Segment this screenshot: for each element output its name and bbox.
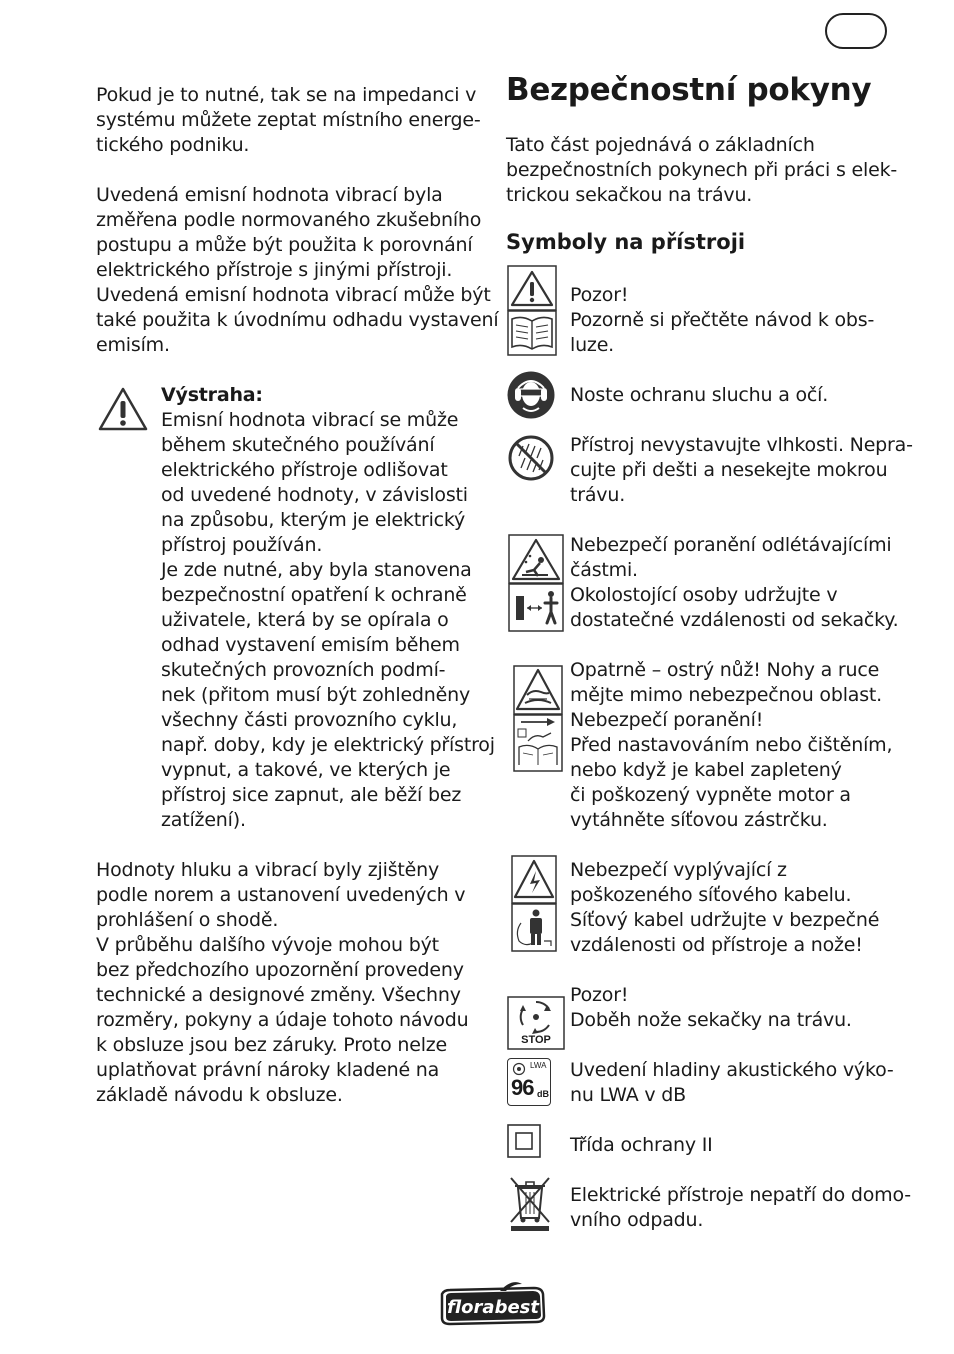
warning-body: Emisní hodnota vibrací se může během skutečného používání elektrického přístroje odlišovat od uvedené hodnoty, v závislosti na způsobu, kterým je elektrický přístroj používán. Je zde nutné, aby byla stanovena bezpečnostní opatření k ochraně uživatele, která by se opírala o odhad vystavení emisím během skutečných provozních podmí- nek (přitom musí být zohledněny všechny části provozního cyklu, např. doby, kdy je elektrický přístroj vypnut, a takové, ve kterých je přístroj sice zapnut, ale běží bez zatížení). xyxy=(161,409,495,831)
stop-label: STOP xyxy=(521,1034,551,1046)
symbol-text-rundown: Pozor! Doběh nože sekačky na trávu. xyxy=(570,984,852,1031)
warning-read-manual-icon xyxy=(507,265,557,357)
section-subtitle: Symboly na přístroji xyxy=(506,230,746,254)
protection-class-ii-icon xyxy=(507,1124,541,1158)
language-badge xyxy=(825,13,887,49)
intro-paragraph: Tato část pojednává o základních bezpečnostních pokynech při práci s elek- trickou sekačkou na trávu. xyxy=(506,134,898,206)
sound-power-icon xyxy=(507,1058,551,1106)
warning-triangle-icon xyxy=(97,386,149,432)
page-title: Bezpečnostní pokyny xyxy=(506,72,872,108)
symbol-text-flying-objects: Nebezpečí poranění odlétávajícími částmi. Okolostojící osoby udržujte v dostatečné vzdálenosti od sekačky. xyxy=(570,534,899,631)
symbol-text-sharp-blade: Opatrně – ostrý nůž! Nohy a ruce mějte mimo nebezpečnou oblast. Nebezpečí poranění! Před nastavováním nebo čištěním, nebo když je kabel zapletený či poškozený vypněte motor a vytáhněte síťovou zástrčku. xyxy=(570,659,893,831)
symbol-text-cable-hazard: Nebezpečí vyplývající z poškozeného síťového kabelu. Síťový kabel udržujte v bezpečné vzdálenosti od přístroje a nože! xyxy=(570,859,880,956)
electric-cable-hazard-icon xyxy=(511,855,557,953)
florabest-logo xyxy=(438,1282,548,1326)
symbol-text-no-rain: Přístroj nevystavujte vlhkosti. Nepra- cujte při dešti a nesekejte mokrou trávu. xyxy=(570,434,913,506)
sound-unit: dB xyxy=(537,1089,549,1099)
brand-name: florabest xyxy=(447,1297,539,1318)
symbol-text-read-manual: Pozor! Pozorně si přečtěte návod k obs- luze. xyxy=(570,284,875,356)
symbol-text-class-ii: Třída ochrany II xyxy=(570,1134,713,1156)
noise-paragraph: Hodnoty hluku a vibrací byly zjištěny podle norem a ustanovení uvedených v prohlášení o shodě. V průběhu dalšího vývoje mohou být bez předchozího upozornění provedeny technické a designové změny. Všechny rozměry, pokyny a údaje tohoto návodu k obsluze jsou bez záruky. Proto nelze uplatňovat právní nároky kladené na základě návodu k obsluze. xyxy=(96,859,469,1106)
impedance-paragraph: Pokud je to nutné, tak se na impedanci v systému můžete zeptat místního energe- tického podniku. xyxy=(96,84,481,156)
symbol-text-weee: Elektrické přístroje nepatří do domo- vního odpadu. xyxy=(570,1184,911,1231)
blade-rundown-stop-icon xyxy=(507,996,565,1050)
symbol-text-protection: Noste ochranu sluchu a očí. xyxy=(570,384,829,406)
sharp-blade-unplug-icon xyxy=(513,665,563,773)
weee-bin-icon xyxy=(506,1174,554,1232)
vibration-paragraph: Uvedená emisní hodnota vibrací byla změřena podle normovaného zkušebního postupu a může být použita k porovnání elektrického přístroje s jinými přístroji. Uvedená emisní hodnota vibrací může být také použita k úvodnímu odhadu vystavení emisím. xyxy=(96,184,499,356)
symbol-text-sound: Uvedení hladiny akustického výko- nu LWA v dB xyxy=(570,1059,894,1106)
flying-objects-distance-icon xyxy=(508,534,564,632)
warning-title: Výstraha: xyxy=(161,384,263,406)
ear-eye-protection-icon xyxy=(506,370,556,420)
sound-value: 96 xyxy=(511,1075,534,1100)
lwa-label: LWA xyxy=(530,1061,547,1070)
no-rain-icon xyxy=(507,434,555,482)
